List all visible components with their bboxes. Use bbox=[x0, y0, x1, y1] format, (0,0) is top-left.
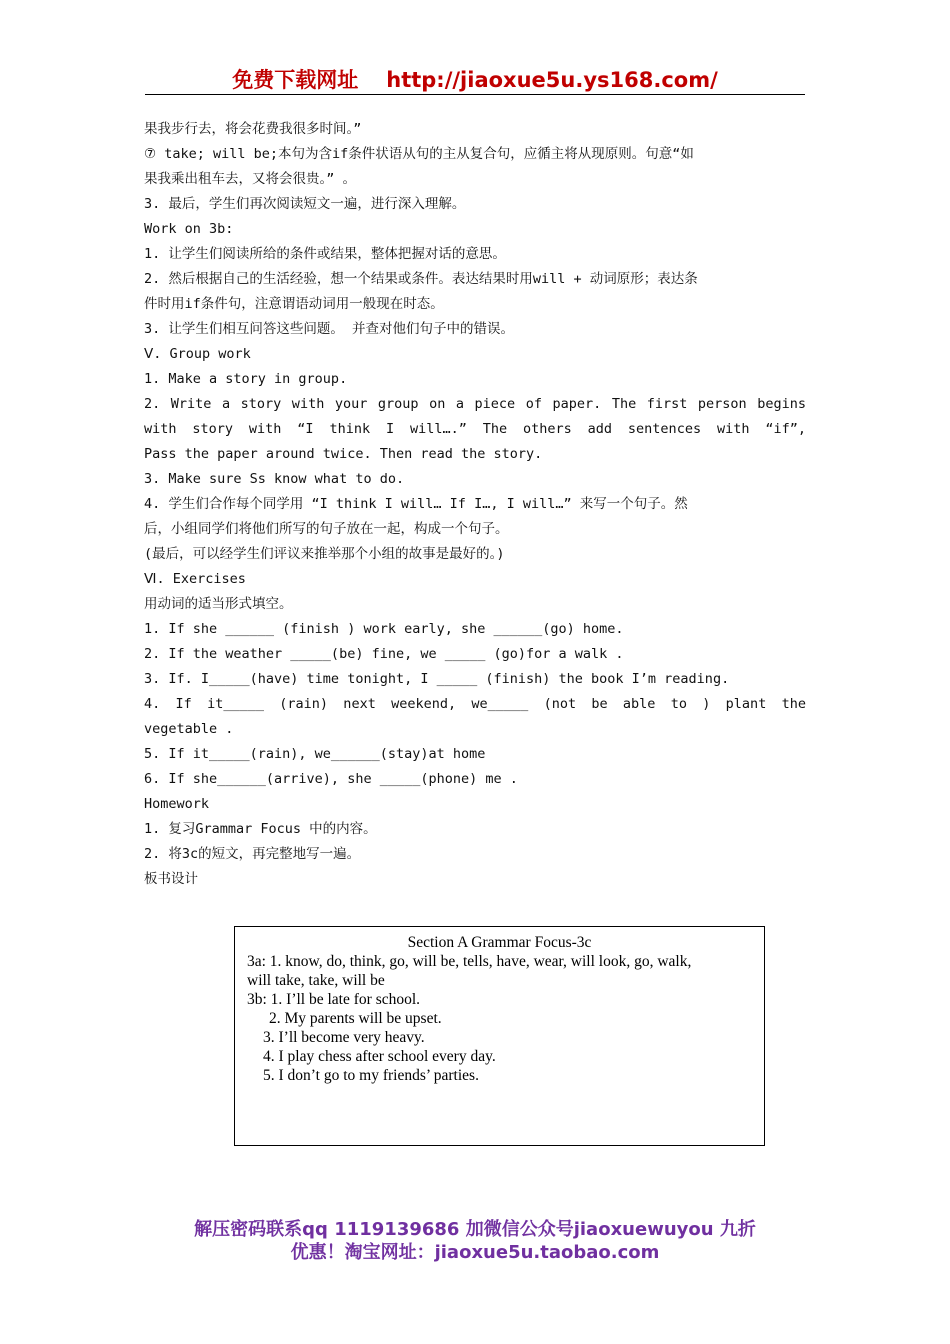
text-line: Pass the paper around twice. Then read the story. bbox=[144, 446, 543, 462]
board-line: 3a: 1. know, do, think, go, will be, tells, have, wear, will look, go, walk, bbox=[247, 953, 692, 970]
exercise-item: 4. If it_____ (rain) next weekend, we_____ (not be able to ) plant the bbox=[144, 696, 806, 712]
board-line: 5. I don’t go to my friends’ parties. bbox=[263, 1067, 479, 1084]
board-title: Section A Grammar Focus-3c bbox=[407, 934, 592, 951]
page-header bbox=[145, 66, 805, 95]
exercise-item: 6. If she______(arrive), she _____(phone) me . bbox=[144, 771, 518, 787]
blackboard-design-box bbox=[234, 926, 765, 1146]
text-line: (最后，可以经学生们评议来推举那个小组的故事是最好的。) bbox=[144, 546, 505, 562]
text-line: with story with “I think I will….” The others add sentences with “if”, bbox=[144, 421, 806, 437]
text-line: 用动词的适当形式填空。 bbox=[144, 596, 293, 612]
exercise-item: vegetable . bbox=[144, 721, 234, 737]
document-body bbox=[144, 117, 806, 892]
section-heading: Homework bbox=[144, 796, 210, 812]
board-line: 3b: 1. I’ll be late for school. bbox=[247, 991, 421, 1008]
section-heading: Ⅴ. Group work bbox=[144, 346, 251, 362]
text-line: 3. 最后，学生们再次阅读短文一遍，进行深入理解。 bbox=[144, 196, 466, 212]
text-line: 2. 将3c的短文，再完整地写一遍。 bbox=[144, 846, 361, 862]
footer-line: 解压密码联系qq 1119139686 加微信公众号jiaoxuewuyou 九折 bbox=[194, 1219, 756, 1240]
exercise-item: 2. If the weather _____(be) fine, we _____ (go)for a walk . bbox=[144, 646, 624, 662]
exercise-item: 3. If. I_____(have) time tonight, I _____ (finish) the book I’m reading. bbox=[144, 671, 730, 687]
board-line: 4. I play chess after school every day. bbox=[263, 1048, 496, 1065]
header-label: 免费下载网址 bbox=[232, 68, 359, 92]
text-line: 板书设计 bbox=[144, 871, 198, 887]
text-line: 后，小组同学们将他们所写的句子放在一起，构成一个句子。 bbox=[144, 521, 509, 537]
header-url[interactable]: http://jiaoxue5u.ys168.com/ bbox=[386, 68, 718, 92]
text-line: 1. Make a story in group. bbox=[144, 371, 348, 387]
text-line: 果我乘出租车去，又将会很贵。” 。 bbox=[144, 171, 357, 187]
text-line: 3. Make sure Ss know what to do. bbox=[144, 471, 405, 487]
text-line: 1. 让学生们阅读所给的条件或结果，整体把握对话的意思。 bbox=[144, 246, 506, 262]
exercise-item: 1. If she ______ (finish ) work early, she ______(go) home. bbox=[144, 621, 624, 637]
text-line: 3. 让学生们相互问答这些问题。 并查对他们句子中的错误。 bbox=[144, 321, 515, 337]
board-line: 3. I’ll become very heavy. bbox=[263, 1029, 425, 1046]
board-line: 2. My parents will be upset. bbox=[269, 1010, 442, 1027]
exercise-item: 5. If it_____(rain), we______(stay)at home bbox=[144, 746, 486, 762]
section-heading: Ⅵ. Exercises bbox=[144, 571, 246, 587]
text-line: 果我步行去，将会花费我很多时间。” bbox=[144, 121, 362, 137]
text-line: 2. Write a story with your group on a piece of paper. The first person begins bbox=[144, 396, 806, 412]
text-line: 2. 然后根据自己的生活经验，想一个结果或条件。表达结果时用will + 动词原形；表达条 bbox=[144, 271, 698, 287]
footer-line: 优惠！淘宝网址：jiaoxue5u.taobao.com bbox=[290, 1242, 660, 1263]
page-footer bbox=[145, 1218, 805, 1264]
text-line: 4. 学生们合作每个同学用 “I think I will… If I…, I will…” 来写一个句子。然 bbox=[144, 496, 688, 512]
text-line: ⑦ take; will be;本句为含if条件状语从句的主从复合句，应循主将从现原则。句意“如 bbox=[144, 146, 694, 162]
text-line: 件时用if条件句，注意谓语动词用一般现在时态。 bbox=[144, 296, 444, 312]
board-line: will take, take, will be bbox=[247, 972, 385, 989]
text-line: 1. 复习Grammar Focus 中的内容。 bbox=[144, 821, 377, 837]
text-line: Work on 3b: bbox=[144, 221, 234, 237]
